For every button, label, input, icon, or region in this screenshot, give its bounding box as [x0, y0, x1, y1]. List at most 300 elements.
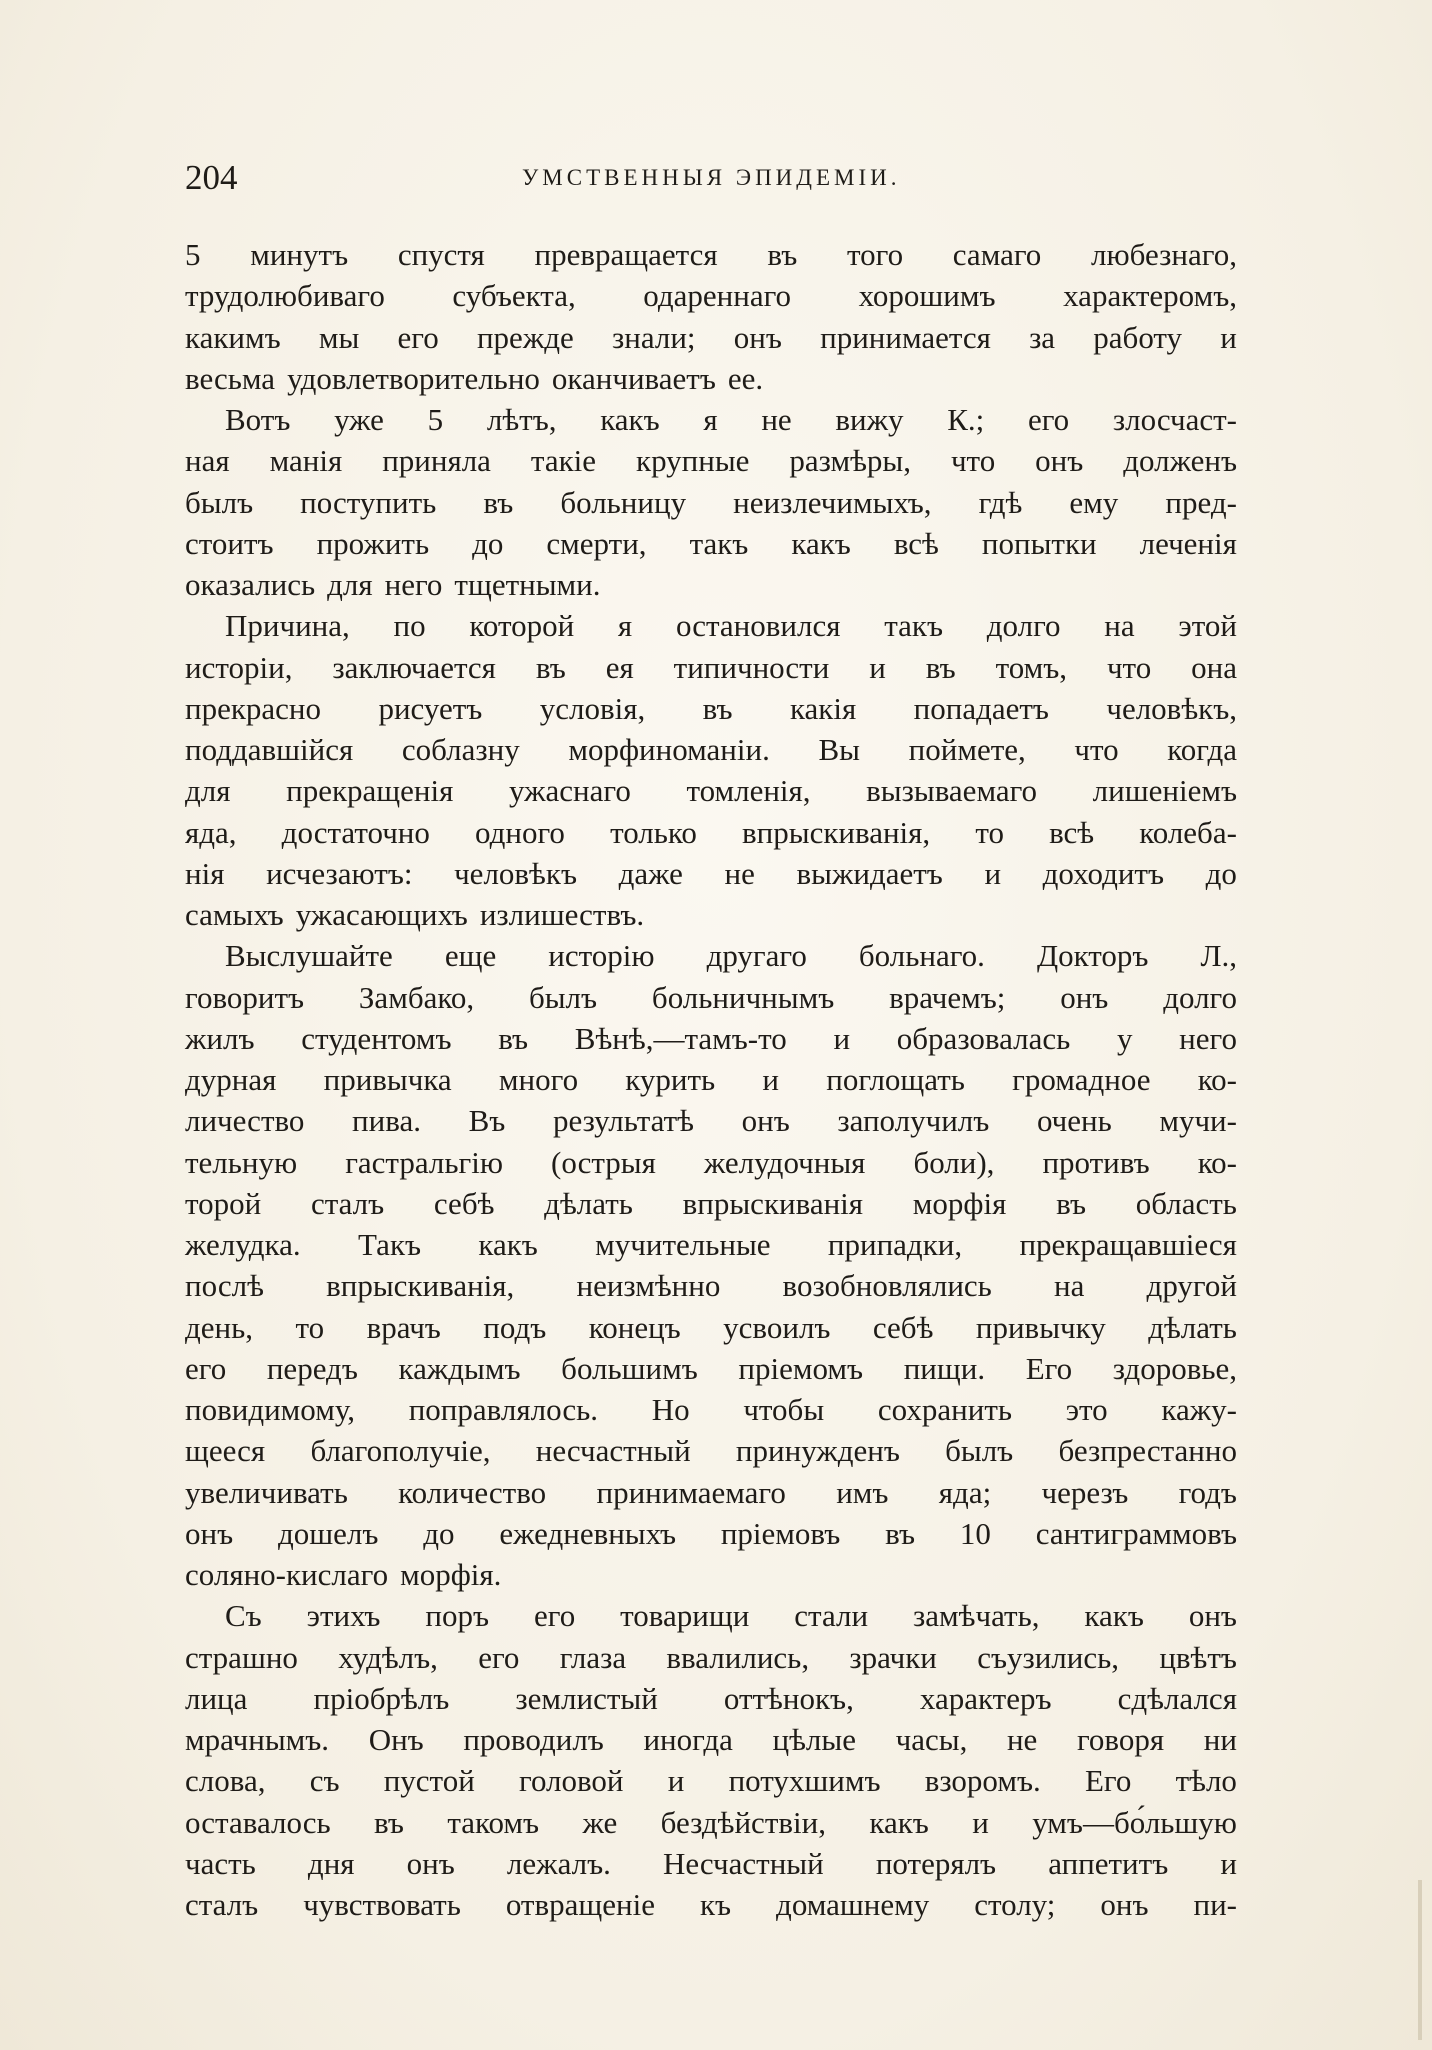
word: достаточно [281, 814, 430, 850]
word: больничнымъ [651, 979, 835, 1015]
word: прожить [316, 525, 430, 561]
word: ввалились, [666, 1639, 810, 1675]
word: Л., [1200, 938, 1237, 974]
word: припадки, [827, 1227, 963, 1262]
text-line [185, 647, 1237, 688]
text-line [185, 688, 1237, 729]
word: мучи- [1159, 1103, 1237, 1139]
word: что [950, 443, 996, 479]
word: (острыя [551, 1144, 656, 1180]
word: до [472, 525, 504, 561]
text-line [185, 1389, 1237, 1430]
word: исторіи, [185, 649, 293, 685]
word: субъекта, [452, 278, 576, 314]
text-line [185, 1100, 1237, 1141]
word: попадаетъ [913, 690, 1049, 726]
word: говоря [1076, 1722, 1165, 1757]
text-line [185, 275, 1237, 316]
word: былъ [185, 484, 254, 520]
word: поглощать [826, 1062, 965, 1097]
word: что [1106, 649, 1152, 685]
word: заключается [332, 649, 496, 685]
word: часы, [895, 1722, 968, 1757]
word: 5 [427, 402, 444, 437]
word: стали [794, 1598, 869, 1634]
word: не [761, 402, 792, 437]
text-line [185, 1554, 1237, 1595]
word: принужденъ [735, 1433, 900, 1469]
word: повидимому, [185, 1392, 355, 1427]
word: какъ [478, 1227, 538, 1262]
word: цвѣтъ [1159, 1639, 1237, 1675]
word: и [1220, 319, 1237, 355]
text-line [185, 1224, 1237, 1265]
text-line [185, 399, 1237, 440]
word: одного [475, 814, 565, 850]
word: въ [885, 1515, 916, 1551]
text-line [185, 729, 1237, 770]
word: и [869, 649, 886, 685]
word: неизлечимыхъ, [733, 484, 932, 520]
word: лица [185, 1680, 248, 1716]
word: его [478, 1639, 520, 1675]
word: одареннаго [643, 278, 792, 314]
word: Такъ [358, 1227, 422, 1262]
word: 10 [959, 1515, 991, 1551]
word: чувствовать [303, 1887, 461, 1922]
word: прекрасно [185, 690, 322, 726]
word: что [1074, 732, 1119, 767]
word: въ [702, 690, 733, 726]
word: пріемомъ [738, 1350, 864, 1386]
text-line [185, 770, 1237, 811]
word: годъ [1178, 1474, 1237, 1510]
word: и [1220, 1845, 1237, 1881]
word: человѣкъ [454, 855, 577, 891]
word: онъ [741, 1103, 790, 1139]
word: день, [185, 1309, 254, 1345]
word: исторію [548, 938, 655, 974]
word: область [1135, 1185, 1237, 1221]
word: говоритъ [185, 979, 305, 1015]
word: исчезаютъ: [266, 855, 413, 891]
word: боли), [913, 1144, 995, 1180]
word: самаго [952, 237, 1042, 272]
word: усвоилъ [723, 1309, 831, 1345]
word: всѣ [893, 525, 939, 561]
text-line [185, 1348, 1237, 1389]
word: бездѣйствіи, [660, 1804, 826, 1840]
text-line [185, 935, 1237, 976]
word: проводилъ [463, 1722, 604, 1757]
word: каждымъ [398, 1350, 521, 1386]
word: щееся [185, 1433, 266, 1469]
text-line [185, 1637, 1237, 1678]
word: онъ [1035, 443, 1084, 479]
word: въ [1056, 1185, 1086, 1221]
page-edge-mark [1418, 1880, 1422, 2040]
word: до [423, 1515, 455, 1551]
word: часть [185, 1845, 256, 1881]
word: него [1179, 1020, 1237, 1056]
word: пред- [1165, 484, 1237, 520]
text-line [185, 1018, 1237, 1059]
word: размѣры, [789, 443, 911, 479]
word: домашнему [776, 1887, 930, 1922]
word: ко- [1197, 1062, 1237, 1097]
word: принимается [820, 319, 991, 355]
word: впрыскиванія, [326, 1268, 515, 1304]
word: въ [498, 1020, 529, 1056]
word: К.; [947, 402, 985, 437]
word: злосчаст- [1112, 402, 1237, 437]
word: хорошимъ [858, 278, 996, 314]
text-line [185, 1430, 1237, 1471]
word: студентомъ [301, 1020, 452, 1056]
word: возобновлялись [782, 1268, 992, 1304]
text-line [185, 605, 1237, 646]
word: морфія [912, 1185, 1007, 1221]
page-number: 204 [185, 158, 238, 197]
word: онъ [1188, 1598, 1237, 1634]
text-line [185, 564, 1237, 605]
word: у [1116, 1020, 1133, 1056]
word: взоромъ. [924, 1763, 1041, 1799]
word: всѣ [1049, 814, 1095, 850]
word: какъ [869, 1804, 929, 1840]
word: ежедневныхъ [499, 1515, 676, 1551]
word: образовалась [896, 1020, 1071, 1056]
word: яда; [938, 1474, 992, 1510]
word: поддавшійся [185, 732, 354, 767]
text-line [185, 317, 1237, 358]
word: зрачки [849, 1639, 937, 1675]
word: оканчиваетъ [551, 360, 716, 396]
word: манія [269, 443, 343, 479]
word: другой [1146, 1268, 1237, 1304]
word: желудка. [185, 1227, 301, 1262]
word: его [397, 319, 439, 355]
word: принимаемаго [596, 1474, 786, 1510]
word: ее. [727, 360, 764, 396]
word: и [972, 1804, 989, 1840]
text-line [185, 523, 1237, 564]
word: передъ [266, 1350, 358, 1386]
word: самыхъ [185, 897, 284, 932]
word: послѣ [185, 1268, 264, 1304]
word: въ [925, 649, 956, 685]
word: Несчастный [662, 1845, 824, 1881]
word: 5 [185, 237, 201, 272]
text-line [185, 853, 1237, 894]
word: увеличивать [185, 1474, 348, 1510]
word: онъ [185, 1515, 234, 1551]
word: Причина, [225, 608, 350, 644]
text-line [185, 482, 1237, 523]
text-line [185, 1843, 1237, 1884]
word: характеромъ, [1063, 278, 1237, 314]
word: противъ [1042, 1144, 1150, 1180]
word: я [617, 608, 633, 644]
page-header [185, 158, 1245, 198]
word: соляно-кислаго [185, 1557, 389, 1592]
word: оказались [185, 567, 316, 602]
word: минутъ [250, 237, 349, 272]
word: этихъ [306, 1598, 381, 1634]
word: поступить [300, 484, 437, 520]
text-line [185, 358, 1237, 399]
word: въ [483, 484, 514, 520]
body-text [185, 234, 1237, 1925]
word: трудолюбиваго [185, 278, 385, 314]
word: характеръ [919, 1680, 1052, 1716]
text-line [185, 1265, 1237, 1306]
word: такомъ [447, 1804, 540, 1840]
word: и [833, 1020, 851, 1056]
word: заполучилъ [837, 1103, 990, 1139]
word: превращается [534, 237, 718, 272]
word: долженъ [1123, 443, 1237, 479]
text-line [185, 1059, 1237, 1100]
word: и [762, 1062, 780, 1097]
word: черезъ [1041, 1474, 1129, 1510]
word: ни [1203, 1722, 1237, 1757]
word: цѣлые [772, 1722, 856, 1757]
word: соблазну [401, 732, 520, 767]
word: даже [618, 855, 683, 891]
word: не [1006, 1722, 1038, 1757]
word: съ [309, 1763, 340, 1799]
word: привычку [975, 1309, 1106, 1345]
word: пи- [1193, 1887, 1237, 1922]
word: несчастный [535, 1433, 691, 1469]
word: долго [986, 608, 1061, 644]
word: прекращавшіеся [1019, 1227, 1237, 1262]
word: другаго [706, 938, 807, 974]
text-line [185, 1513, 1237, 1554]
word: умъ—бо́льшую [1032, 1804, 1237, 1840]
word: вижу [835, 402, 904, 437]
word: весьма [185, 360, 276, 396]
word: морфія. [400, 1557, 502, 1592]
word: Въ [468, 1103, 506, 1139]
word: гастральгію [345, 1144, 503, 1180]
word: какъ [791, 525, 851, 561]
word: человѣкъ, [1106, 690, 1237, 726]
word: большимъ [561, 1350, 698, 1386]
word: впрыскиванія [682, 1185, 864, 1221]
word: мучительные [595, 1227, 771, 1262]
word: личество [185, 1103, 305, 1139]
word: поправлялось. [408, 1392, 598, 1427]
word: такіе [530, 443, 597, 479]
word: страшно [185, 1639, 298, 1675]
word: его [185, 1350, 227, 1386]
word: за [1029, 319, 1056, 355]
word: условія, [539, 690, 646, 726]
word: я [703, 402, 718, 437]
word: потухшимъ [728, 1763, 881, 1799]
word: тѣло [1175, 1763, 1237, 1799]
word: доходитъ [1042, 855, 1165, 891]
word: до [1205, 855, 1237, 891]
text-line [185, 1472, 1237, 1513]
word: сдѣлался [1117, 1680, 1237, 1716]
word: потерялъ [875, 1845, 997, 1881]
text-line [185, 812, 1237, 853]
word: ужасающихъ [295, 897, 468, 932]
word: головой [519, 1763, 624, 1799]
word: Но [651, 1392, 690, 1427]
text-line [185, 1719, 1237, 1760]
word: на [1104, 608, 1135, 644]
word: Замбако, [358, 979, 475, 1015]
word: аппетитъ [1048, 1845, 1169, 1881]
word: съузились, [977, 1639, 1120, 1675]
text-line [185, 440, 1237, 481]
word: гдѣ [978, 484, 1023, 520]
word: товарищи [620, 1598, 750, 1634]
word: привычка [323, 1062, 452, 1097]
word: худѣлъ, [338, 1639, 438, 1675]
word: для [185, 773, 231, 809]
word: смерти, [546, 525, 647, 561]
word: сталъ [310, 1185, 385, 1221]
word: къ [699, 1887, 732, 1922]
running-head: УМСТВЕННЫЯ ЭПИДЕМІИ. [522, 165, 901, 190]
word: какимъ [185, 319, 281, 355]
word: ная [185, 443, 230, 479]
word: прекращенія [286, 773, 454, 809]
word: не [724, 855, 755, 891]
word: онъ [733, 319, 782, 355]
word: дѣлать [1148, 1309, 1237, 1345]
word: глаза [559, 1639, 627, 1675]
word: которой [469, 608, 575, 644]
word: пива. [352, 1103, 421, 1139]
word: пріемовъ [720, 1515, 841, 1551]
word: чтобы [743, 1392, 825, 1427]
word: леченія [1139, 525, 1237, 561]
word: Съ [225, 1598, 262, 1634]
word: торой [185, 1185, 262, 1221]
text-line [185, 1142, 1237, 1183]
word: ея [605, 649, 634, 685]
word: только [610, 814, 697, 850]
word: очень [1036, 1103, 1112, 1139]
word: тельную [185, 1144, 298, 1180]
word: прежде [476, 319, 574, 355]
word: и [667, 1763, 685, 1799]
word: былъ [945, 1433, 1014, 1469]
word: любезнаго, [1091, 237, 1237, 272]
text-line [185, 977, 1237, 1018]
word: былъ [528, 979, 598, 1015]
word: когда [1167, 732, 1237, 767]
word: Вотъ [225, 402, 291, 437]
word: какія [789, 690, 857, 726]
word: дня [307, 1845, 355, 1881]
word: онъ [1060, 979, 1109, 1015]
word: лѣтъ, [486, 402, 557, 437]
word: врачемъ; [889, 979, 1006, 1015]
word: томъ, [995, 649, 1068, 685]
word: Вѣнѣ,—тамъ-то [574, 1020, 787, 1056]
word: пищи. [903, 1350, 986, 1386]
word: такъ [884, 608, 943, 644]
word: излишествъ. [479, 897, 645, 932]
word: ко- [1197, 1144, 1237, 1180]
text-line [185, 1595, 1237, 1636]
text-line [185, 1678, 1237, 1719]
word: мрачнымъ. [185, 1722, 330, 1757]
word: въ [535, 649, 566, 685]
word: стоитъ [185, 525, 274, 561]
word: вызываемаго [866, 773, 1038, 809]
word: въ [767, 237, 798, 272]
word: себѣ [433, 1185, 495, 1221]
word: курить [625, 1062, 716, 1097]
word: это [1065, 1392, 1108, 1427]
word: дѣлать [544, 1185, 633, 1221]
word: Его [1025, 1350, 1073, 1386]
word: дошелъ [277, 1515, 379, 1551]
word: пріобрѣлъ [313, 1680, 450, 1716]
word: себѣ [872, 1309, 934, 1345]
word: поймете, [908, 732, 1026, 767]
word: сталъ [185, 1887, 259, 1922]
word: землистый [515, 1680, 658, 1716]
word: она [1191, 649, 1237, 685]
word: мы [318, 319, 360, 355]
word: благополучіе, [310, 1433, 491, 1469]
text-line [185, 1760, 1237, 1801]
word: Выслушайте [225, 938, 393, 974]
word: больнаго. [858, 938, 985, 974]
word: по [393, 608, 426, 644]
word: спустя [397, 237, 485, 272]
word: и [984, 855, 1002, 891]
word: иногда [643, 1722, 733, 1757]
word: то [295, 1309, 325, 1345]
word: то [975, 814, 1004, 850]
word: впрыскиванія, [742, 814, 931, 850]
text-line [185, 1802, 1237, 1843]
word: оставалось [185, 1804, 331, 1840]
word: томленія, [686, 773, 811, 809]
word: на [1054, 1268, 1085, 1304]
text-line [185, 1183, 1237, 1224]
word: дурная [185, 1062, 277, 1097]
word: того [846, 237, 904, 272]
word: замѣчать, [913, 1598, 1040, 1634]
word: желудочныя [703, 1144, 866, 1180]
word: онъ [1100, 1887, 1149, 1922]
word: этой [1178, 608, 1237, 644]
word: много [498, 1062, 579, 1097]
word: отвращеніе [505, 1887, 655, 1922]
word: громадное [1012, 1062, 1151, 1097]
word: конецъ [588, 1309, 681, 1345]
word: его [534, 1598, 576, 1634]
word: какъ [1084, 1598, 1144, 1634]
word: для [327, 567, 373, 602]
word: результатѣ [552, 1103, 694, 1139]
word: кажу- [1161, 1392, 1237, 1427]
word: онъ [406, 1845, 455, 1881]
word: работу [1093, 319, 1183, 355]
word: еще [444, 938, 497, 974]
